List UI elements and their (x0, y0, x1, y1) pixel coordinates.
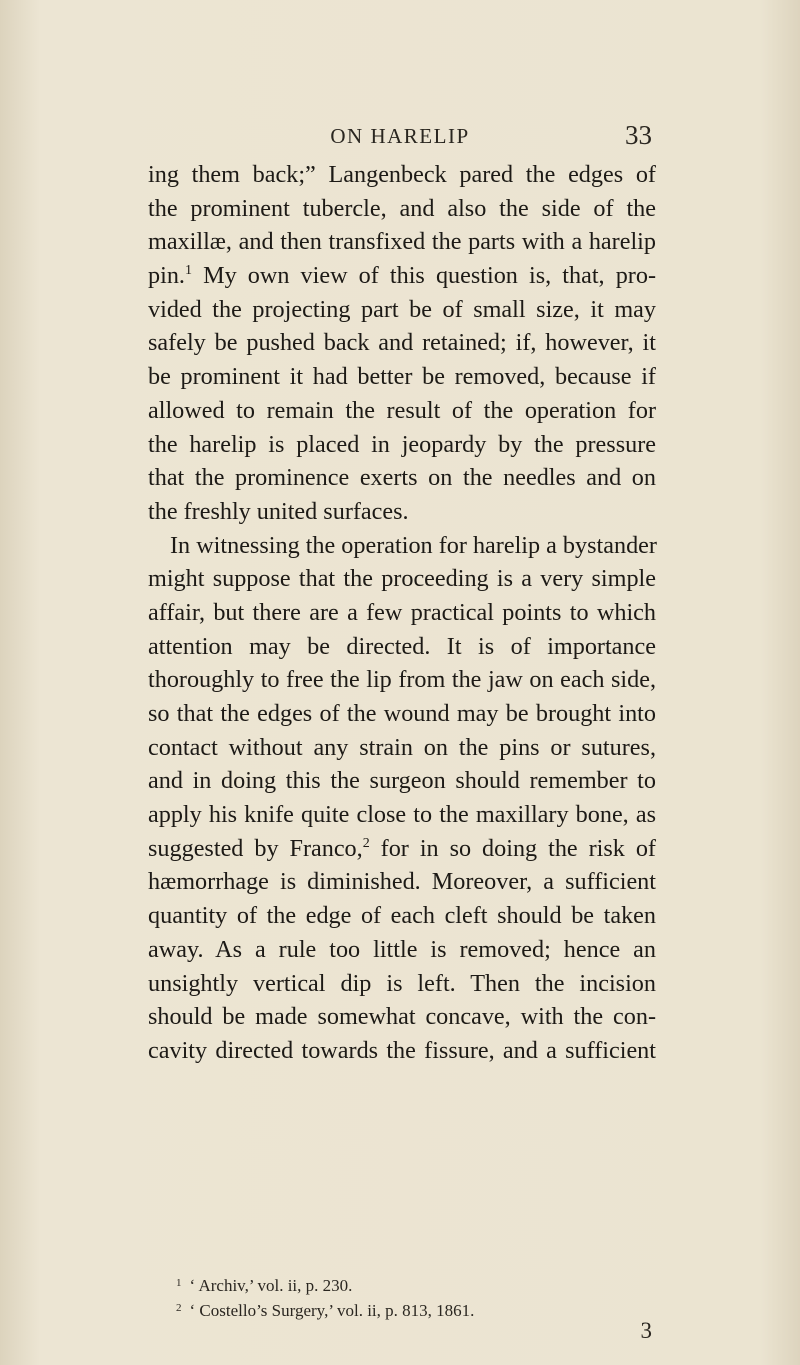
text-line: In witnessing the operation for harelip a bystander (170, 531, 657, 559)
text-line: safely be pushed back and retained; if, however, it (148, 329, 656, 357)
text-line (148, 832, 656, 866)
text-line (148, 259, 656, 293)
text-line: allowed to remain the result of the operation for (148, 396, 656, 424)
body-text (148, 158, 656, 1068)
text-line: and in doing this the surgeon should remember to (148, 767, 656, 795)
text-line: might suppose that the proceeding is a very simple (148, 565, 656, 593)
text-line: cavity directed towards the fissure, and a sufficient (148, 1036, 656, 1064)
text-line: attention may be directed. It is of importance (148, 632, 656, 660)
footnote-mark: 2 (176, 1302, 182, 1314)
footnote-ref: 1 (184, 263, 192, 279)
text-line: contact without any strain on the pins or sutures, (148, 733, 656, 761)
footnote (176, 1272, 656, 1297)
text-line: ing them back;” Langenbeck pared the edges of (148, 161, 656, 188)
text-line: apply his knife quite close to the maxillary bone, as (148, 801, 656, 829)
text-line: hæmorrhage is diminished. Moreover, a sufficient (148, 868, 656, 896)
footnotes (176, 1272, 656, 1322)
text-line: be prominent it had better be removed, because if (148, 363, 656, 391)
footnote-ref: 2 (362, 835, 370, 851)
signature-mark: 3 (640, 1318, 652, 1343)
text-line: unsightly vertical dip is left. Then the incision (148, 969, 656, 997)
text-line: so that the edges of the wound may be brought into (148, 700, 656, 727)
text-line: vided the projecting part be of small size, it may (148, 295, 656, 323)
text-fragment: My own view of this question is, that, pro- (191, 262, 656, 290)
footnote-mark: 1 (176, 1277, 182, 1289)
text-line: the prominent tubercle, and also the side of the (148, 194, 656, 222)
text-line: away. As a rule too little is removed; hence an (148, 935, 656, 963)
text-fragment: suggested by Franco, (148, 834, 363, 862)
text-line: maxillæ, and then transfixed the parts with a harelip (148, 228, 656, 256)
text-line: the harelip is placed in jeopardy by the pressure (148, 430, 656, 458)
footnote-text: ‘ Costello’s Surgery,’ vol. ii, p. 813, 1861. (189, 1301, 475, 1320)
text-line: should be made somewhat concave, with the con- (148, 1003, 656, 1031)
text-fragment: pin. (148, 262, 185, 290)
text-fragment: for in so doing the risk of (369, 834, 656, 862)
text-line: quantity of the edge of each cleft should be taken (148, 902, 656, 930)
running-title: ON HARELIP (330, 124, 470, 148)
page-header (0, 120, 800, 160)
text-line: the freshly united surfaces. (148, 497, 409, 525)
page-number: 33 (625, 120, 652, 150)
footnote (176, 1297, 656, 1322)
text-line: that the prominence exerts on the needles and on (148, 464, 656, 492)
text-line: thoroughly to free the lip from the jaw on each side, (148, 666, 656, 694)
text-line: affair, but there are a few practical points to which (148, 598, 656, 626)
footnote-text: ‘ Archiv,’ vol. ii, p. 230. (189, 1276, 353, 1295)
